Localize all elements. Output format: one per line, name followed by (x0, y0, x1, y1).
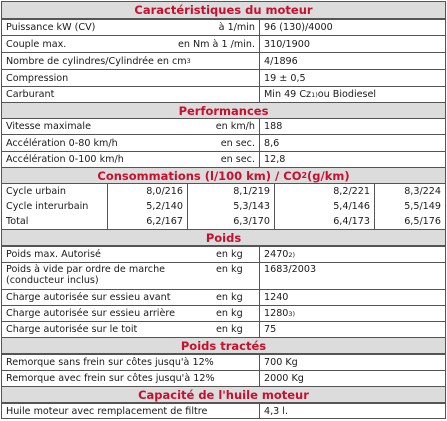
consumption-value: 6,5/176 (404, 216, 441, 227)
consumption-value: 6,2/167 (146, 216, 183, 227)
consumption-value: 8,2/221 (333, 186, 370, 197)
spec-unit: à 1/min (218, 22, 255, 33)
spec-row (2, 119, 445, 134)
spec-row (2, 53, 445, 69)
consommations-title-tail: (g/km) (307, 168, 350, 183)
consumption-value: 5,5/149 (404, 201, 441, 212)
spec-label: Charge autorisée sur essieu arrière (6, 308, 176, 319)
spec-value: 700 Kg (264, 357, 298, 368)
spec-value: Min 49 Cz (264, 89, 312, 100)
spec-label: Charge autorisée sur essieu avant (6, 292, 171, 303)
spec-value-wrap (260, 306, 445, 321)
consumption-value: 6,4/173 (333, 216, 370, 227)
technical-specs-table (1, 1, 446, 419)
spec-row (2, 247, 445, 262)
spec-label: Huile moteur avec remplacement de filtre (6, 405, 208, 417)
spec-row (2, 70, 445, 86)
spec-unit: en km/h (215, 121, 255, 132)
consumption-row (2, 214, 445, 229)
spec-value: 75 (264, 324, 277, 335)
spec-label: Remorque sans frein sur côtes jusqu'à 12% (6, 357, 214, 368)
footnote-ref: 1) (311, 90, 318, 99)
section-title-tractes: Poids tractés (2, 338, 445, 354)
spec-row (2, 322, 445, 337)
spec-row (2, 404, 445, 418)
consumption-row (2, 199, 445, 214)
section-title-consommations (2, 168, 445, 184)
spec-value: 2000 Kg (264, 373, 304, 384)
spec-value: 1240 (264, 292, 289, 303)
spec-unit: en kg (216, 308, 243, 319)
spec-label: Poids à vide par ordre de marche (conducteur inclus) (6, 264, 166, 286)
spec-unit: en sec. (220, 154, 255, 165)
spec-row (2, 135, 445, 151)
section-title-huile: Capacité de l'huile moteur (2, 387, 445, 403)
spec-value: 8,6 (264, 137, 280, 149)
consumption-value: 5,4/146 (333, 201, 370, 212)
spec-value: 4/1896 (264, 55, 298, 67)
spec-label: Accélération 0-80 km/h (6, 137, 118, 149)
consommations-title: Consommations (l/100 km) / CO (97, 168, 302, 183)
spec-value: 1280 (264, 308, 289, 319)
spec-label: Accélération 0-100 km/h (6, 154, 124, 165)
consommations-title-sub: 2 (301, 171, 308, 180)
section-title-performances: Performances (2, 103, 445, 119)
spec-row (2, 355, 445, 370)
spec-value: 310/1900 (264, 38, 310, 50)
consumption-row (2, 184, 445, 199)
spec-unit: en kg (216, 249, 243, 260)
consumption-label: Cycle urbain (6, 186, 67, 197)
spec-value: 2470 (264, 249, 289, 260)
spec-value-wrap (260, 247, 445, 262)
spec-value: 19 ± 0,5 (264, 72, 306, 84)
spec-value: 1683/2003 (264, 264, 317, 275)
spec-label: Vitesse maximale (6, 121, 91, 132)
footnote-ref: 2) (288, 250, 296, 259)
spec-label-sup: 3 (186, 57, 191, 65)
spec-label: Couple max. (6, 38, 67, 50)
consumption-label: Total (6, 216, 29, 227)
spec-label: Nombre de cylindres/Cylindrée en cm (6, 55, 187, 67)
consumption-value: 8,0/216 (146, 186, 183, 197)
spec-value: 4,3 l. (264, 405, 289, 417)
spec-unit: en Nm à 1 /min. (177, 38, 255, 50)
spec-value: 96 (130)/4000 (264, 22, 333, 33)
spec-label: Compression (6, 72, 69, 84)
spec-label: Remorque avec frein sur côtes jusqu'à 12% (6, 373, 215, 384)
spec-unit: en kg (216, 264, 243, 275)
spec-label: Charge autorisée sur le toit (6, 324, 138, 335)
spec-label-wrap (2, 53, 259, 69)
spec-row (2, 263, 445, 289)
consumption-value: 6,3/170 (233, 216, 270, 227)
spec-row (2, 87, 445, 102)
spec-row (2, 36, 445, 52)
spec-value: 188 (264, 121, 283, 132)
consumption-value: 5,3/143 (233, 201, 270, 212)
spec-label: Poids max. Autorisé (6, 249, 101, 260)
spec-value: 12,8 (264, 154, 286, 165)
consumption-value: 5,2/140 (146, 201, 183, 212)
spec-unit: en kg (216, 324, 243, 335)
section-title-moteur: Caractéristiques du moteur (2, 2, 445, 19)
spec-unit: en kg (216, 292, 243, 303)
spec-label: Puissance kW (CV) (6, 22, 96, 33)
spec-unit: en sec. (220, 137, 255, 149)
consumption-value: 8,3/224 (404, 186, 441, 197)
spec-row (2, 290, 445, 305)
spec-row (2, 152, 445, 167)
spec-label: Carburant (6, 89, 55, 100)
spec-value-tail: ou Biodiesel (317, 89, 377, 100)
spec-row (2, 306, 445, 321)
spec-value-wrap (260, 87, 445, 102)
section-title-poids: Poids (2, 230, 445, 246)
footnote-ref: 3) (288, 309, 296, 318)
spec-row (2, 20, 445, 35)
consumption-value: 8,1/219 (233, 186, 270, 197)
consumption-label: Cycle interurbain (6, 201, 89, 212)
spec-row (2, 371, 445, 386)
